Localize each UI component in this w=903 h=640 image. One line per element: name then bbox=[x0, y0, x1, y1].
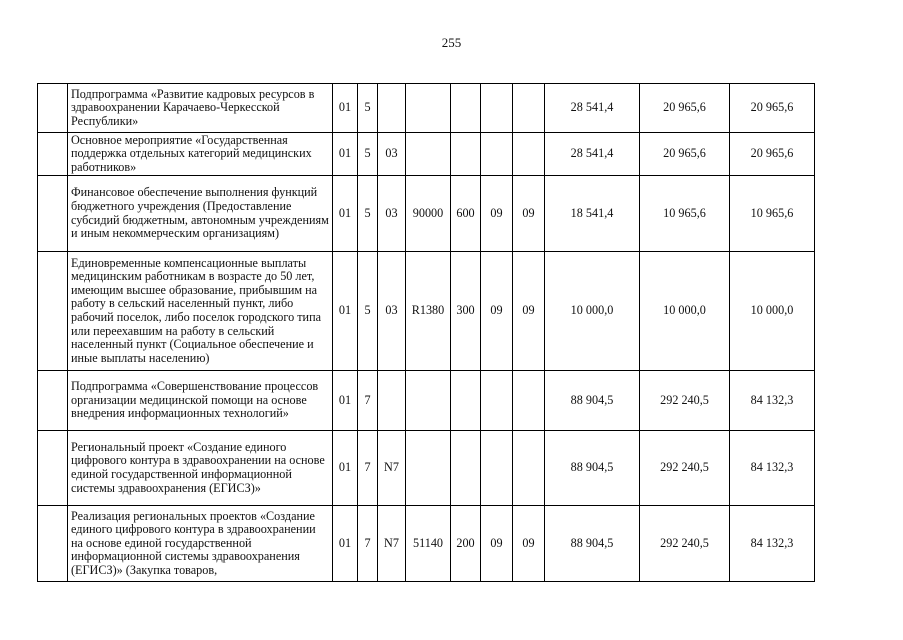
code-cell: 5 bbox=[358, 133, 378, 176]
code-cell: 03 bbox=[378, 133, 406, 176]
code-cell: 03 bbox=[378, 176, 406, 252]
code-cell: 200 bbox=[451, 506, 481, 582]
code-cell bbox=[481, 133, 513, 176]
amount-cell: 10 965,6 bbox=[730, 176, 815, 252]
amount-cell: 10 965,6 bbox=[640, 176, 730, 252]
blank-cell bbox=[38, 176, 68, 252]
row-name-cell: Единовременные компенсационные выплаты медицинским работникам в возрасте до 50 лет, имеющим высшее образование, прибывшим на работу в сельский населенный пункт, либо рабочий поселок, либо поселок городского типа или переехавшим на работу в сельский населенный пункт (Социальное обеспечение и иные выплаты населению) bbox=[68, 252, 333, 371]
row-name-cell: Финансовое обеспечение выполнения функций бюджетного учреждения (Предоставление субсидий бюджетным, автономным учреждениям и иным некоммерческим организациям) bbox=[68, 176, 333, 252]
code-cell bbox=[451, 371, 481, 431]
amount-cell: 20 965,6 bbox=[640, 84, 730, 133]
blank-cell bbox=[38, 84, 68, 133]
code-cell: 90000 bbox=[406, 176, 451, 252]
amount-cell: 20 965,6 bbox=[640, 133, 730, 176]
code-cell bbox=[481, 431, 513, 506]
code-cell: 09 bbox=[481, 252, 513, 371]
code-cell: 09 bbox=[481, 176, 513, 252]
code-cell: 01 bbox=[333, 371, 358, 431]
amount-cell: 84 132,3 bbox=[730, 371, 815, 431]
budget-table bbox=[37, 83, 815, 582]
amount-cell: 10 000,0 bbox=[545, 252, 640, 371]
table-row bbox=[38, 84, 815, 133]
code-cell bbox=[406, 133, 451, 176]
row-name-cell: Основное мероприятие «Государственная поддержка отдельных категорий медицинских работников» bbox=[68, 133, 333, 176]
code-cell: 5 bbox=[358, 176, 378, 252]
amount-cell: 292 240,5 bbox=[640, 506, 730, 582]
amount-cell: 28 541,4 bbox=[545, 133, 640, 176]
blank-cell bbox=[38, 371, 68, 431]
code-cell: 300 bbox=[451, 252, 481, 371]
code-cell bbox=[513, 371, 545, 431]
table-row bbox=[38, 252, 815, 371]
amount-cell: 292 240,5 bbox=[640, 431, 730, 506]
row-name-cell: Реализация региональных проектов «Создание единого цифрового контура в здравоохранении на основе единой государственной информационной системы здравоохранения (ЕГИСЗ)» (Закупка товаров, bbox=[68, 506, 333, 582]
code-cell: 7 bbox=[358, 371, 378, 431]
row-name-cell: Подпрограмма «Развитие кадровых ресурсов в здравоохранении Карачаево-Черкесской Республики» bbox=[68, 84, 333, 133]
page-number: 255 bbox=[441, 35, 462, 50]
code-cell bbox=[451, 84, 481, 133]
code-cell: 7 bbox=[358, 431, 378, 506]
amount-cell: 84 132,3 bbox=[730, 431, 815, 506]
code-cell bbox=[481, 84, 513, 133]
code-cell: N7 bbox=[378, 431, 406, 506]
code-cell: 7 bbox=[358, 506, 378, 582]
code-cell: 09 bbox=[513, 252, 545, 371]
blank-cell bbox=[38, 252, 68, 371]
code-cell: 01 bbox=[333, 252, 358, 371]
code-cell: 09 bbox=[513, 176, 545, 252]
code-cell: R1380 bbox=[406, 252, 451, 371]
code-cell bbox=[513, 84, 545, 133]
code-cell bbox=[406, 371, 451, 431]
code-cell: 5 bbox=[358, 252, 378, 371]
amount-cell: 84 132,3 bbox=[730, 506, 815, 582]
amount-cell: 18 541,4 bbox=[545, 176, 640, 252]
code-cell: 01 bbox=[333, 133, 358, 176]
amount-cell: 20 965,6 bbox=[730, 84, 815, 133]
blank-cell bbox=[38, 431, 68, 506]
table-row bbox=[38, 431, 815, 506]
amount-cell: 88 904,5 bbox=[545, 371, 640, 431]
code-cell bbox=[451, 431, 481, 506]
code-cell: N7 bbox=[378, 506, 406, 582]
code-cell: 09 bbox=[513, 506, 545, 582]
code-cell: 01 bbox=[333, 84, 358, 133]
code-cell: 01 bbox=[333, 176, 358, 252]
code-cell: 09 bbox=[481, 506, 513, 582]
blank-cell bbox=[38, 506, 68, 582]
code-cell bbox=[378, 84, 406, 133]
table-row bbox=[38, 133, 815, 176]
code-cell bbox=[406, 431, 451, 506]
code-cell bbox=[513, 133, 545, 176]
code-cell bbox=[378, 371, 406, 431]
code-cell bbox=[451, 133, 481, 176]
code-cell: 5 bbox=[358, 84, 378, 133]
amount-cell: 292 240,5 bbox=[640, 371, 730, 431]
row-name-cell: Подпрограмма «Совершенствование процессов организации медицинской помощи на основе внедрения информационных технологий» bbox=[68, 371, 333, 431]
table-row bbox=[38, 506, 815, 582]
table-row bbox=[38, 371, 815, 431]
code-cell: 51140 bbox=[406, 506, 451, 582]
table-row bbox=[38, 176, 815, 252]
amount-cell: 28 541,4 bbox=[545, 84, 640, 133]
code-cell: 01 bbox=[333, 431, 358, 506]
code-cell bbox=[513, 431, 545, 506]
amount-cell: 88 904,5 bbox=[545, 431, 640, 506]
code-cell: 600 bbox=[451, 176, 481, 252]
code-cell: 01 bbox=[333, 506, 358, 582]
amount-cell: 10 000,0 bbox=[730, 252, 815, 371]
row-name-cell: Региональный проект «Создание единого цифрового контура в здравоохранении на основе единой государственной информационной системы здравоохранения (ЕГИСЗ)» bbox=[68, 431, 333, 506]
blank-cell bbox=[38, 133, 68, 176]
amount-cell: 88 904,5 bbox=[545, 506, 640, 582]
code-cell bbox=[406, 84, 451, 133]
code-cell: 03 bbox=[378, 252, 406, 371]
code-cell bbox=[481, 371, 513, 431]
amount-cell: 10 000,0 bbox=[640, 252, 730, 371]
amount-cell: 20 965,6 bbox=[730, 133, 815, 176]
